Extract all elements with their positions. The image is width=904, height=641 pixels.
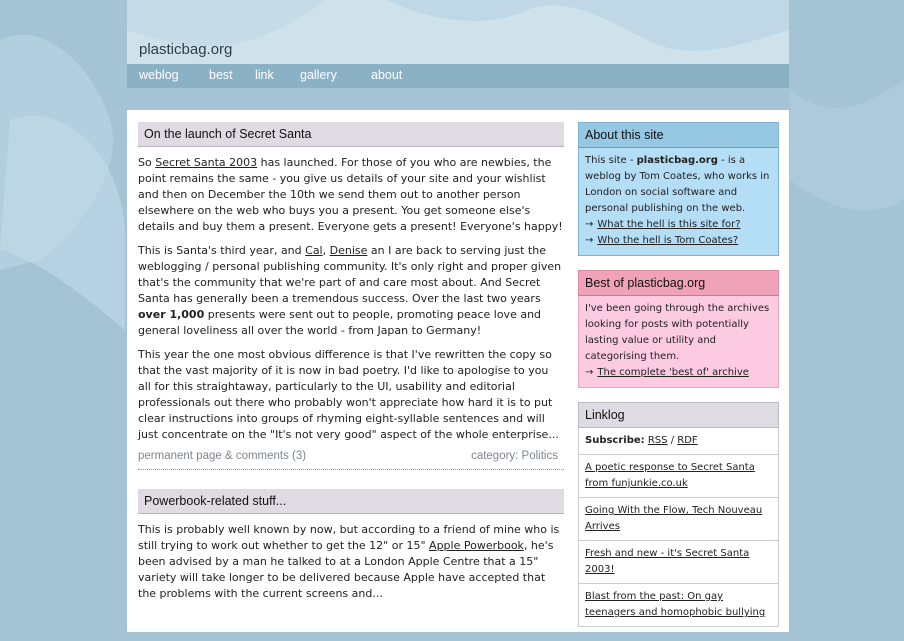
post-paragraph	[138, 522, 564, 602]
post-body	[138, 522, 564, 602]
bold-text: over 1,000	[138, 308, 205, 321]
linklog-item	[578, 584, 779, 627]
about-text	[585, 153, 772, 217]
best-of-box	[578, 270, 779, 388]
nav-weblog[interactable]: weblog	[139, 68, 179, 82]
post-body	[138, 155, 564, 443]
bold-text: plasticbag.org	[636, 155, 718, 166]
arrow-icon: →	[585, 367, 594, 378]
post-paragraph	[138, 155, 564, 235]
best-of-link-row	[585, 365, 772, 381]
arrow-icon: →	[585, 235, 594, 246]
link-secret-santa-2003[interactable]: Secret Santa 2003	[155, 156, 258, 169]
nav-gallery[interactable]: gallery	[300, 68, 337, 82]
content-area	[127, 110, 789, 632]
about-box	[578, 122, 779, 256]
linklog-box	[578, 402, 779, 627]
link-best-of-archive[interactable]: The complete 'best of' archive	[597, 367, 749, 378]
nav-best[interactable]: best	[209, 68, 233, 82]
link-apple-powerbook[interactable]: Apple Powerbook	[429, 539, 524, 552]
link-rdf[interactable]: RDF	[677, 435, 698, 446]
linklog-item	[578, 498, 779, 541]
text: - is a weblog by Tom Coates, who works in London on social software and personal publishing on the web.	[585, 155, 770, 214]
subscribe-label: Subscribe:	[585, 435, 645, 446]
text: This is Santa's third year, and	[138, 244, 306, 257]
post-title: On the launch of Secret Santa	[138, 122, 564, 147]
link-who-is-tom-coates[interactable]: Who the hell is Tom Coates?	[597, 235, 739, 246]
text: presents were sent out to people, promoting peace love and general loveliness all over the world - from Japan to Germany!	[138, 308, 542, 337]
post-footer	[138, 450, 564, 470]
post-paragraph: This year the one most obvious difference is that I've rewritten the copy so that the vast majority of it is now in bad poetry. I'd like to apologise to you all for this straightaway, particularly to the UI, usability and editorial professionals out there who probably won't appreciate how hard it is to put clear instructions into groups of rhyming eight-syllable sentences and will just concentrate on the "It's not very good" aspect of the whole enterprise...	[138, 348, 559, 441]
post-secret-santa	[138, 122, 564, 470]
linklog-subscribe-row	[578, 428, 779, 455]
text: This site -	[585, 155, 637, 166]
linklog-item	[578, 455, 779, 498]
linklog-item	[578, 541, 779, 584]
text: This is probably well known by now, but according to a friend of mine who is still trying to work out whether to get the 12" or 15"	[138, 523, 560, 552]
post-title: Powerbook-related stuff...	[138, 489, 564, 514]
link-rss[interactable]: RSS	[647, 435, 668, 446]
link-cal[interactable]: Cal	[305, 244, 323, 257]
nav-about[interactable]: about	[371, 68, 403, 82]
permalink-comments-link[interactable]: permanent page & comments (3)	[138, 450, 307, 462]
category-link[interactable]: category: Politics	[471, 450, 558, 462]
arrow-icon: →	[585, 219, 594, 230]
post-paragraph	[138, 243, 564, 339]
linklog-link[interactable]: Fresh and new - it's Secret Santa 2003!	[585, 548, 750, 575]
linklog-link[interactable]: Blast from the past: On gay teenagers and homophobic bullying	[585, 591, 766, 618]
link-denise[interactable]: Denise	[329, 244, 368, 257]
about-body	[578, 148, 779, 256]
text: , he's been advised by a man he talked to at a London Apple Centre that a 15" variety will take longer to be delivered because Apple have accepted that the problems with the current screens and...	[138, 539, 554, 600]
text: ,	[322, 244, 330, 257]
separator: /	[670, 435, 675, 446]
about-title: About this site	[578, 122, 779, 148]
text: an I are back to serving just the weblogging / personal publishing community. It's only right and proper given that's the community that we're part of and care most about. And Secret Santa has generally been a tremendous success. Over the last two years	[138, 244, 562, 305]
nav-link[interactable]: link	[255, 68, 274, 82]
linklog-title: Linklog	[578, 402, 779, 428]
text: has launched. For those of you who are newbies, the point remains the same - you give us details of your site and your wishlist and then on December the 10th we send them out to another person elsewhere on the web who buys you a present. You get someone else's details and buy them a present. Everyone gets a present! Everyone's happy!	[138, 156, 563, 233]
main-column	[138, 122, 564, 602]
text: So	[138, 156, 156, 169]
post-powerbook	[138, 489, 564, 602]
link-what-is-this-site[interactable]: What the hell is this site for?	[597, 219, 741, 230]
best-of-text: I've been going through the archives looking for posts with potentially lasting value or utility and categorising them.	[585, 303, 770, 362]
site-title[interactable]: plasticbag.org	[139, 41, 233, 58]
best-of-body	[578, 296, 779, 388]
about-link-row	[585, 217, 772, 233]
main-nav	[127, 64, 789, 88]
best-of-title: Best of plasticbag.org	[578, 270, 779, 296]
about-link-row	[585, 233, 772, 249]
linklog-link[interactable]: A poetic response to Secret Santa from funjunkie.co.uk	[585, 462, 755, 489]
sidebar	[578, 122, 779, 641]
linklog-link[interactable]: Going With the Flow, Tech Nouveau Arrives	[585, 505, 763, 532]
